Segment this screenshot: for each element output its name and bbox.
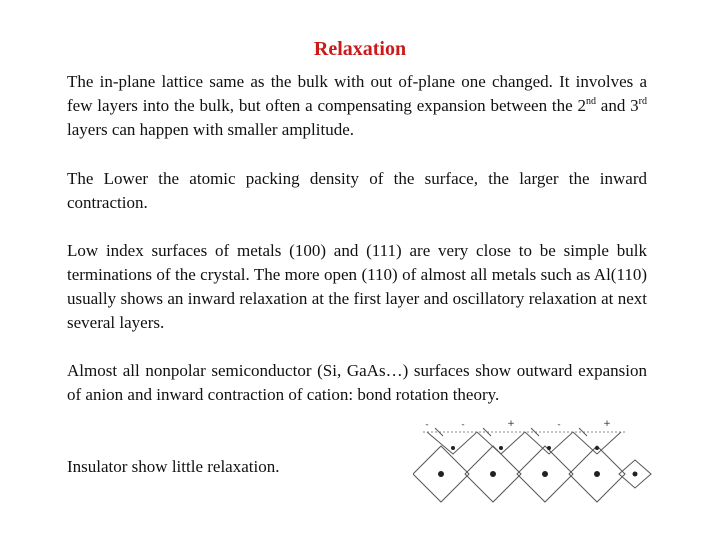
surface-atom-2	[499, 446, 503, 450]
charge-sign-3: -	[557, 420, 561, 430]
atom-5	[633, 472, 638, 477]
atom-4	[594, 471, 600, 477]
atom-3	[542, 471, 548, 477]
paragraph-relaxation-definition	[67, 70, 647, 142]
charge-sign-2: +	[507, 419, 515, 429]
atom-2	[490, 471, 496, 477]
paragraph-semiconductor-surfaces: Almost all nonpolar semiconductor (Si, GaAs…) surfaces show outward expansion of anion and inward contraction of cation: bond rotation theory.	[67, 361, 647, 404]
surface-atom-3	[547, 446, 551, 450]
paragraph-insulators: Insulator show little relaxation.	[67, 457, 280, 476]
p1-sup-nd: nd	[585, 96, 596, 107]
p1-sup-rd: rd	[638, 96, 648, 107]
paragraph-metal-surfaces: Low index surfaces of metals (100) and (111) are very close to be simple bulk terminations of the crystal. The more open (110) of almost all metals such as Al(110) usually shows an inward relaxation at the first layer and oscillatory relaxation at next several layers.	[67, 241, 647, 332]
p1-text-a: The in-plane lattice same as the bulk with out of-plane one changed. It involves a few layers into the bulk, but often a compensating expansion between the 2	[67, 72, 647, 115]
surface-atom-4	[595, 446, 599, 450]
charge-sign-5: -	[425, 420, 429, 430]
paragraph-packing-density: The Lower the atomic packing density of the surface, the larger the inward contraction.	[67, 169, 647, 212]
slide-title: Relaxation	[313, 38, 407, 60]
p1-text-c: layers can happen with smaller amplitude.	[67, 120, 355, 139]
charge-sign-1: -	[461, 420, 465, 430]
atom-1	[438, 471, 444, 477]
surface-relaxation-lattice-diagram	[413, 416, 653, 516]
charge-sign-4: +	[603, 419, 611, 429]
surface-atom-1	[451, 446, 455, 450]
p1-text-b: and 3	[595, 96, 639, 115]
